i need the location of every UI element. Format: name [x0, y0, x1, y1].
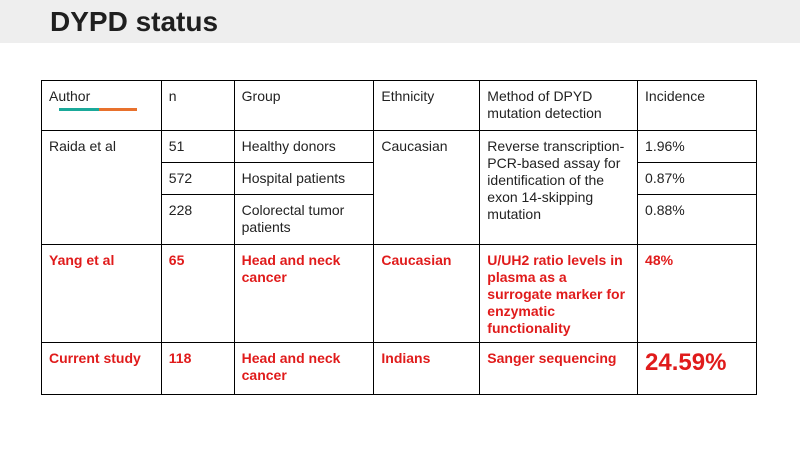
header-cell-author [42, 81, 162, 131]
yang-incidence-cell: 48% [638, 245, 757, 343]
header-author-label: Author [49, 88, 91, 104]
yang-n-cell: 65 [161, 245, 234, 343]
raida-group-1: Healthy donors [234, 131, 374, 163]
dpyd-comparison-table [41, 80, 757, 395]
current-incidence-value: 24.59% [645, 349, 727, 376]
raida-incidence-3: 0.88% [638, 195, 757, 245]
header-cell-n: n [161, 81, 234, 131]
current-n-cell: 118 [161, 343, 234, 395]
accent-bar-teal [59, 108, 99, 111]
accent-underline [49, 108, 154, 114]
slide-title: DYPD status [50, 6, 219, 37]
accent-bar-orange [99, 108, 137, 111]
yang-method-cell: U/UH2 ratio levels in plasma as a surrogate marker for enzymatic functionality [480, 245, 638, 343]
current-author-cell: Current study [42, 343, 162, 395]
header-cell-group: Group [234, 81, 374, 131]
yang-ethnicity-cell: Caucasian [374, 245, 480, 343]
yang-group-cell: Head and neck cancer [234, 245, 374, 343]
raida-group-2: Hospital patients [234, 163, 374, 195]
current-incidence-cell [638, 343, 757, 395]
header-cell-ethnicity: Ethnicity [374, 81, 480, 131]
raida-group-3: Colorectal tumor patients [234, 195, 374, 245]
raida-n-3: 228 [161, 195, 234, 245]
raida-n-1: 51 [161, 131, 234, 163]
current-ethnicity-cell: Indians [374, 343, 480, 395]
raida-incidence-1: 1.96% [638, 131, 757, 163]
raida-incidence-2: 0.87% [638, 163, 757, 195]
raida-author-cell: Raida et al [42, 131, 162, 245]
header-cell-method: Method of DPYD mutation detection [480, 81, 638, 131]
table-row-yang [42, 245, 757, 343]
table-row-current-study [42, 343, 757, 395]
header-cell-incidence: Incidence [638, 81, 757, 131]
yang-author-cell: Yang et al [42, 245, 162, 343]
raida-method-cell: Reverse transcription-PCR-based assay for identification of the exon 14-skipping mutation [480, 131, 638, 245]
table-header-row [42, 81, 757, 131]
current-method-cell: Sanger sequencing [480, 343, 638, 395]
raida-ethnicity-cell: Caucasian [374, 131, 480, 245]
raida-n-2: 572 [161, 163, 234, 195]
table-row [42, 131, 757, 163]
current-group-cell: Head and neck cancer [234, 343, 374, 395]
